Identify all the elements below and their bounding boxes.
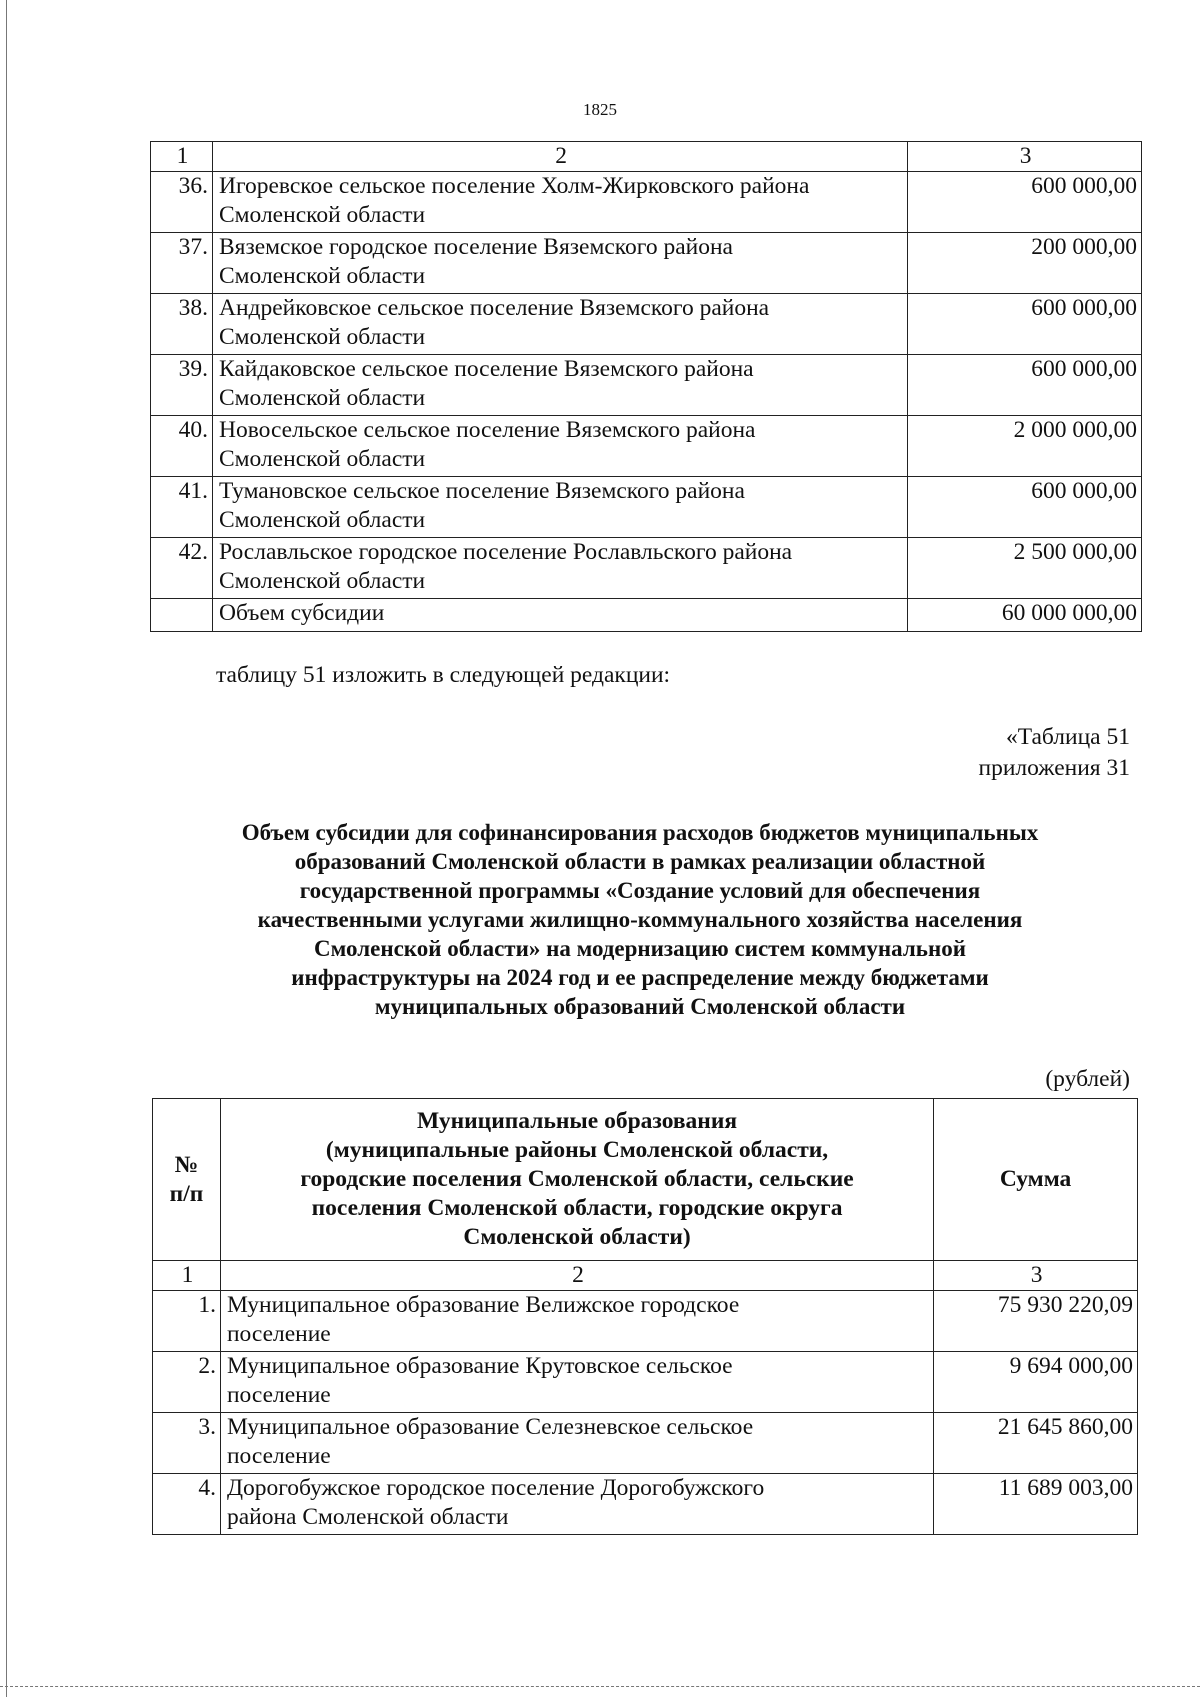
amount: 11 689 003,00 xyxy=(934,1474,1138,1535)
table-reference-line: «Таблица 51 xyxy=(1005,724,1130,750)
amount: 9 694 000,00 xyxy=(934,1352,1138,1413)
municipality-name-line: Новосельское сельское поселение Вяземского района xyxy=(218,417,756,443)
table-reference-line: приложения 31 xyxy=(978,755,1130,781)
total-label: Объем субсидии xyxy=(212,599,907,632)
municipality-name xyxy=(212,294,907,355)
row-number: 41. xyxy=(151,477,213,538)
row-number: 1. xyxy=(153,1291,221,1352)
municipality-name-line: Дорогобужское городское поселение Дорогобужского xyxy=(226,1475,765,1501)
municipality-name-line: Муниципальное образование Крутовское сельское xyxy=(226,1353,733,1379)
header-line: городские поселения Смоленской области, сельские xyxy=(300,1166,854,1192)
municipality-name-line: поселение xyxy=(226,1382,331,1408)
title-line: муниципальных образований Смоленской области xyxy=(374,994,906,1019)
municipality-name-line: Кайдаковское сельское поселение Вяземского района xyxy=(218,356,754,382)
amount: 75 930 220,09 xyxy=(934,1291,1138,1352)
municipality-name xyxy=(212,355,907,416)
table-row xyxy=(151,172,1142,233)
amount: 200 000,00 xyxy=(908,233,1142,294)
municipality-name-line: Смоленской области xyxy=(218,202,426,228)
scan-bottom-edge-line xyxy=(0,1686,1200,1687)
header-number-sign: № xyxy=(174,1151,199,1178)
header-sum-column: Сумма xyxy=(934,1099,1138,1261)
column-number: 3 xyxy=(934,1261,1138,1291)
table-row xyxy=(153,1474,1138,1535)
table-row xyxy=(151,355,1142,416)
municipality-name-line: Вяземское городское поселение Вяземского района xyxy=(218,234,733,260)
subsidy-distribution-table xyxy=(152,1098,1138,1535)
column-number-row xyxy=(153,1261,1138,1291)
total-amount: 60 000 000,00 xyxy=(908,599,1142,632)
municipality-name xyxy=(212,477,907,538)
municipality-name-line: Смоленской области xyxy=(218,263,426,289)
total-row xyxy=(151,599,1142,632)
table-reference xyxy=(700,722,1130,784)
row-number: 4. xyxy=(153,1474,221,1535)
municipality-name xyxy=(220,1474,933,1535)
row-number: 3. xyxy=(153,1413,221,1474)
header-line: Смоленской области) xyxy=(463,1224,691,1250)
title-line: государственной программы «Создание условий для обеспечения xyxy=(299,878,981,903)
row-number: 37. xyxy=(151,233,213,294)
table-row xyxy=(151,233,1142,294)
column-number: 1 xyxy=(153,1261,221,1291)
title-line: качественными услугами жилищно-коммунального хозяйства населения xyxy=(257,907,1023,932)
table-row xyxy=(153,1413,1138,1474)
amount: 2 500 000,00 xyxy=(908,538,1142,599)
amount: 600 000,00 xyxy=(908,477,1142,538)
table-row xyxy=(151,538,1142,599)
title-line: Объем субсидии для софинансирования расходов бюджетов муниципальных xyxy=(241,820,1039,845)
header-line: поселения Смоленской области, городские округа xyxy=(311,1195,843,1221)
municipality-name-line: Смоленской области xyxy=(218,385,426,411)
municipality-name-line: Смоленской области xyxy=(218,324,426,350)
amount: 600 000,00 xyxy=(908,294,1142,355)
municipality-name xyxy=(212,172,907,233)
municipality-name-line: поселение xyxy=(226,1443,331,1469)
municipality-name xyxy=(212,416,907,477)
municipality-name-line: Муниципальное образование Велижское городское xyxy=(226,1292,740,1318)
header-line: Муниципальные образования xyxy=(416,1108,738,1134)
title-line: образований Смоленской области в рамках реализации областной xyxy=(294,849,986,874)
header-line: (муниципальные районы Смоленской области, xyxy=(325,1137,829,1163)
subsidy-table-continued xyxy=(150,141,1142,632)
municipality-name-line: Смоленской области xyxy=(218,446,426,472)
municipality-name-line: района Смоленской области xyxy=(226,1504,509,1530)
municipality-name-line: поселение xyxy=(226,1321,331,1347)
row-number: 36. xyxy=(151,172,213,233)
title-line: Смоленской области» на модернизацию систем коммунальной xyxy=(314,936,966,961)
municipality-name-line: Тумановское сельское поселение Вяземского района xyxy=(218,478,745,504)
column-number-row xyxy=(151,142,1142,172)
column-number: 2 xyxy=(220,1261,933,1291)
title-line: инфраструктуры на 2024 год и ее распределение между бюджетами xyxy=(291,965,989,990)
row-number: 42. xyxy=(151,538,213,599)
amount: 600 000,00 xyxy=(908,172,1142,233)
column-number: 2 xyxy=(212,142,907,172)
row-number: 39. xyxy=(151,355,213,416)
scan-left-edge-line xyxy=(6,0,7,1697)
row-number: 38. xyxy=(151,294,213,355)
municipality-name-line: Андрейковское сельское поселение Вяземского района xyxy=(218,295,770,321)
page-number: 1825 xyxy=(583,100,617,119)
municipality-name-line: Игоревское сельское поселение Холм-Жирковского района xyxy=(218,173,810,199)
column-number: 1 xyxy=(151,142,213,172)
units-label: (рублей) xyxy=(1045,1066,1130,1092)
table-row xyxy=(153,1352,1138,1413)
header-number-column xyxy=(153,1099,221,1261)
municipality-name xyxy=(220,1413,933,1474)
municipality-name-line: Смоленской области xyxy=(218,507,426,533)
amount: 600 000,00 xyxy=(908,355,1142,416)
municipality-name xyxy=(220,1352,933,1413)
table-row xyxy=(151,294,1142,355)
table-row xyxy=(153,1291,1138,1352)
row-number: 40. xyxy=(151,416,213,477)
municipality-name-line: Смоленской области xyxy=(218,568,426,594)
column-number: 3 xyxy=(908,142,1142,172)
municipality-name xyxy=(220,1291,933,1352)
header-row xyxy=(153,1099,1138,1261)
municipality-name xyxy=(212,233,907,294)
amount: 2 000 000,00 xyxy=(908,416,1142,477)
table-row xyxy=(151,477,1142,538)
municipality-name-line: Рославльское городское поселение Рославльского района xyxy=(218,539,793,565)
municipality-name-line: Муниципальное образование Селезневское сельское xyxy=(226,1414,754,1440)
header-number-abbr: п/п xyxy=(169,1180,204,1207)
row-number: 2. xyxy=(153,1352,221,1413)
amount: 21 645 860,00 xyxy=(934,1413,1138,1474)
table-row xyxy=(151,416,1142,477)
municipality-name xyxy=(212,538,907,599)
header-municipality-column xyxy=(220,1099,933,1261)
amendment-instruction: таблицу 51 изложить в следующей редакции: xyxy=(216,662,671,688)
empty-cell xyxy=(151,599,213,632)
table-title xyxy=(140,818,1140,1021)
